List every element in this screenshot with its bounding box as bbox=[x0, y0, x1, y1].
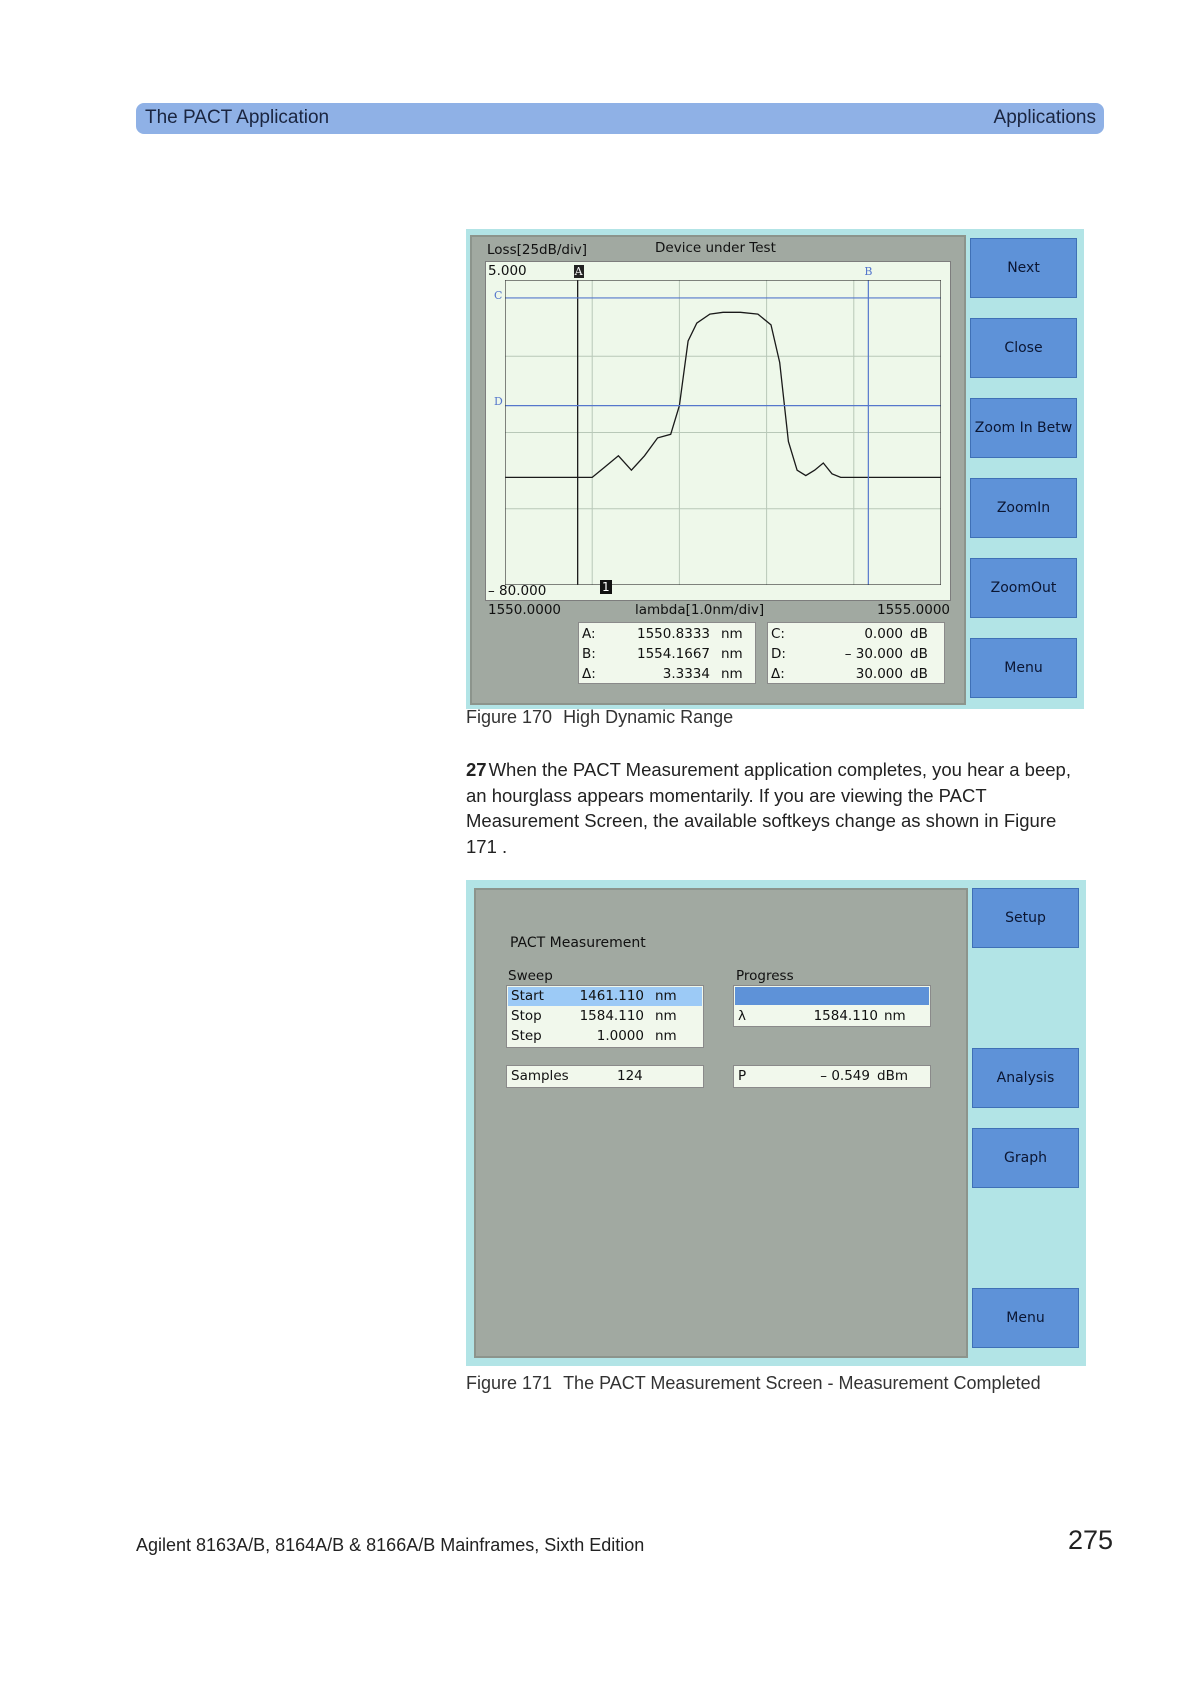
marker-b-label: B bbox=[864, 265, 873, 278]
readout-value: 1554.1667 bbox=[637, 646, 711, 662]
trace-line bbox=[505, 312, 941, 477]
x-right-label: 1555.0000 bbox=[877, 602, 951, 618]
caption-number: Figure 170 bbox=[466, 707, 553, 727]
readout-unit: nm bbox=[721, 626, 743, 642]
step-number: 27 bbox=[466, 759, 487, 780]
progress-box bbox=[733, 985, 931, 1027]
caption-text: The PACT Measurement Screen - Measurement Completed bbox=[563, 1373, 1041, 1393]
wavelength-readout bbox=[578, 622, 756, 684]
y-top-label: 5.000 bbox=[488, 263, 527, 279]
readout-label: C: bbox=[771, 626, 785, 642]
x-left-label: 1550.0000 bbox=[488, 602, 562, 618]
zoom-in-between-softkey[interactable]: Zoom In Betw bbox=[970, 398, 1077, 458]
power-box bbox=[733, 1065, 931, 1088]
readout-unit: nm bbox=[721, 666, 743, 682]
readout-value: 1550.8333 bbox=[637, 626, 711, 642]
menu-softkey[interactable]: Menu bbox=[972, 1288, 1079, 1348]
sweep-table bbox=[506, 985, 704, 1048]
marker-c-label: C bbox=[494, 289, 503, 302]
caption-number: Figure 171 bbox=[466, 1373, 553, 1393]
zoom-out-softkey[interactable]: ZoomOut bbox=[970, 558, 1077, 618]
footer-manual-title: Agilent 8163A/B, 8164A/B & 8166A/B Mainframes, Sixth Edition bbox=[136, 1535, 645, 1555]
samples-value: 124 bbox=[617, 1068, 643, 1084]
sweep-row-value[interactable]: 1.0000 bbox=[596, 1028, 644, 1044]
sweep-row-unit: nm bbox=[655, 1028, 677, 1044]
y-bottom-label: – 80.000 bbox=[488, 583, 547, 599]
analysis-softkey[interactable]: Analysis bbox=[972, 1048, 1079, 1108]
progress-label: Progress bbox=[736, 968, 794, 984]
samples-box bbox=[506, 1065, 704, 1088]
lambda-symbol: λ bbox=[738, 1008, 746, 1024]
step-text: When the PACT Measurement application completes, you hear a beep, an hourglass appears momentarily. If you are viewing the PACT Measurement Screen, the available softkeys change as shown in Figure 171 . bbox=[466, 759, 1071, 857]
readout-value: – 30.000 bbox=[844, 646, 903, 662]
progress-bar-fill bbox=[735, 987, 929, 1005]
figure-170-caption bbox=[466, 707, 733, 728]
next-softkey[interactable]: Next bbox=[970, 238, 1077, 298]
progress-track bbox=[735, 987, 929, 1005]
y-axis-title: Loss[25dB/div] bbox=[487, 242, 588, 258]
zoom-in-softkey[interactable]: ZoomIn bbox=[970, 478, 1077, 538]
power-unit: dBm bbox=[877, 1068, 908, 1084]
loss-readout bbox=[767, 622, 945, 684]
sweep-row-unit: nm bbox=[655, 988, 677, 1004]
menu-softkey[interactable]: Menu bbox=[970, 638, 1077, 698]
power-value: – 0.549 bbox=[820, 1068, 870, 1084]
readout-label: B: bbox=[582, 646, 596, 662]
x-axis-title: lambda[1.0nm/div] bbox=[635, 602, 765, 618]
step-27-paragraph bbox=[466, 757, 1086, 859]
trace-number-badge: 1 bbox=[602, 580, 610, 594]
graph-title: Device under Test bbox=[655, 240, 776, 256]
sweep-row-label[interactable]: Start bbox=[511, 988, 544, 1004]
power-label: P bbox=[738, 1068, 747, 1084]
readout-label: A: bbox=[582, 626, 596, 642]
readout-value: 3.3334 bbox=[662, 666, 710, 682]
readout-unit: dB bbox=[910, 666, 928, 682]
setup-softkey[interactable]: Setup bbox=[972, 888, 1079, 948]
header-chapter-title: Applications bbox=[993, 107, 1096, 128]
page-number: 275 bbox=[1068, 1525, 1114, 1555]
readout-value: 30.000 bbox=[855, 666, 903, 682]
readout-value: 0.000 bbox=[864, 626, 903, 642]
graph-softkey[interactable]: Graph bbox=[972, 1128, 1079, 1188]
lambda-unit: nm bbox=[884, 1008, 906, 1024]
readout-unit: dB bbox=[910, 646, 928, 662]
close-softkey[interactable]: Close bbox=[970, 318, 1077, 378]
loss-graph bbox=[505, 280, 941, 585]
readout-unit: dB bbox=[910, 626, 928, 642]
sweep-row-value[interactable]: 1584.110 bbox=[579, 1008, 644, 1024]
marker-d-label: D bbox=[494, 395, 503, 408]
readout-label: D: bbox=[771, 646, 786, 662]
sweep-row-label[interactable]: Step bbox=[511, 1028, 542, 1044]
sweep-row-value[interactable]: 1461.110 bbox=[579, 988, 644, 1004]
grid-lines bbox=[505, 280, 941, 585]
sweep-label: Sweep bbox=[508, 968, 553, 984]
samples-label: Samples bbox=[511, 1068, 569, 1084]
caption-text: High Dynamic Range bbox=[563, 707, 734, 727]
measurement-title: PACT Measurement bbox=[510, 935, 646, 951]
measurement-panel bbox=[474, 888, 968, 1358]
readout-label: Δ: bbox=[582, 666, 596, 682]
header-section-title: The PACT Application bbox=[145, 107, 330, 128]
sweep-row-label[interactable]: Stop bbox=[511, 1008, 542, 1024]
readout-label: Δ: bbox=[771, 666, 785, 682]
figure-171-caption bbox=[466, 1373, 1041, 1394]
readout-unit: nm bbox=[721, 646, 743, 662]
marker-a-label: A bbox=[574, 265, 583, 278]
sweep-row-unit: nm bbox=[655, 1008, 677, 1024]
lambda-value: 1584.110 bbox=[813, 1008, 878, 1024]
